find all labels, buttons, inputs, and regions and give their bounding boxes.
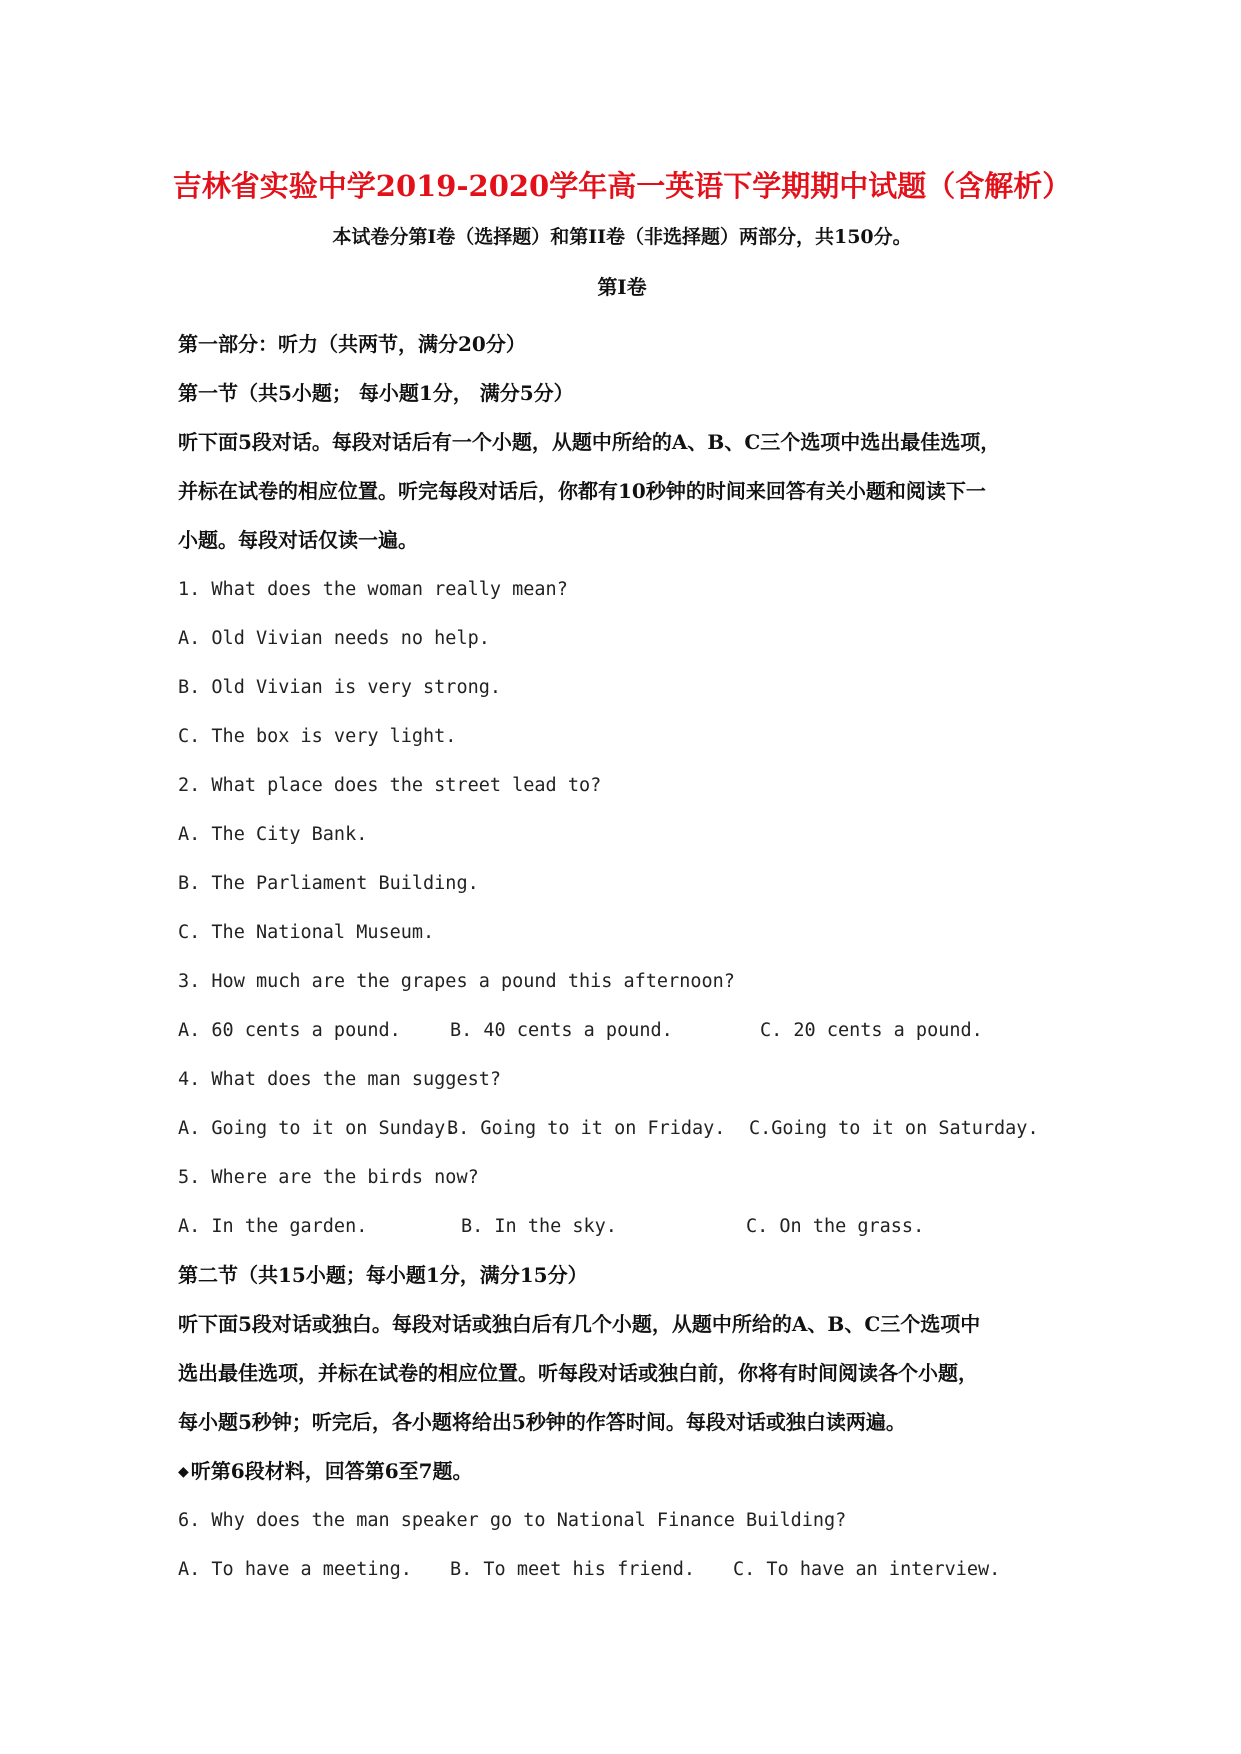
question-option: C.Going to it on Saturday. (749, 1118, 1039, 1139)
question-option: A. Old Vivian needs no help. (178, 628, 490, 649)
question-stem: 1. What does the woman really mean? (178, 579, 568, 600)
question-option: B. 40 cents a pound. (450, 1020, 673, 1041)
question-stem: 5. Where are the birds now? (178, 1167, 479, 1188)
question-stem: 3. How much are the grapes a pound this afternoon? (178, 971, 735, 992)
question-option: B. To meet his friend. (450, 1559, 696, 1580)
question-option: B. Going to it on Friday. (447, 1118, 726, 1139)
section-one-instruction: 小题。每段对话仅读一遍。 (178, 528, 418, 552)
question-option: C. To have an interview. (733, 1559, 1001, 1580)
section-two-instruction: 听下面5段对话或独白。每段对话或独白后有几个小题，从题中所给的A、B、C三个选项中 (178, 1312, 981, 1336)
section-two-instruction: 选出最佳选项，并标在试卷的相应位置。听每段对话或独白前，你将有时间阅读各个小题， (178, 1361, 978, 1385)
question-option: C. On the grass. (746, 1216, 925, 1237)
question-option: B. The Parliament Building. (178, 873, 479, 894)
question-options-row (178, 1006, 1066, 1055)
section-two-instruction: 每小题5秒钟；听完后，各小题将给出5秒钟的作答时间。每段对话或独白读两遍。 (178, 1410, 906, 1434)
question-options-row (178, 1545, 1066, 1594)
question-options-row (178, 1104, 1066, 1153)
question-option: C. The box is very light. (178, 726, 457, 747)
question-option: C. The National Museum. (178, 922, 435, 943)
question-option: A. 60 cents a pound. (178, 1020, 401, 1041)
volume-label: 第I卷 (597, 275, 647, 299)
section-two-heading: 第二节（共15小题；每小题1分，满分15分） (178, 1263, 588, 1287)
diamond-icon: ◆ (178, 1464, 189, 1480)
question-option: C. 20 cents a pound. (760, 1020, 983, 1041)
exam-body (178, 320, 1066, 1594)
question-stem: 4. What does the man suggest? (178, 1069, 502, 1090)
question-option: A. The City Bank. (178, 824, 368, 845)
section-one-heading: 第一节（共5小题； 每小题1分， 满分5分） (178, 381, 574, 405)
section-one-instruction: 听下面5段对话。每段对话后有一个小题，从题中所给的A、B、C三个选项中选出最佳选项， (178, 430, 1001, 454)
document-title: 吉林省实验中学2019-2020学年高一英语下学期期中试题（含解析） (172, 169, 1072, 203)
question-option: B. In the sky. (461, 1216, 617, 1237)
material-note-text: 听第6段材料，回答第6至7题。 (190, 1459, 473, 1483)
part-one-heading: 第一部分：听力（共两节，满分20分） (178, 332, 526, 356)
question-option: A. To have a meeting. (178, 1559, 412, 1580)
section-one-instruction: 并标在试卷的相应位置。听完每段对话后，你都有10秒钟的时间来回答有关小题和阅读下一 (178, 479, 986, 503)
material-note (178, 1447, 1066, 1496)
question-option: A. Going to it on Sunday. (178, 1118, 457, 1139)
question-option: B. Old Vivian is very strong. (178, 677, 502, 698)
question-options-row (178, 1202, 1066, 1251)
question-stem: 2. What place does the street lead to? (178, 775, 602, 796)
question-option: A. In the garden. (178, 1216, 368, 1237)
question-stem: 6. Why does the man speaker go to National Finance Building? (178, 1510, 847, 1531)
exam-subtitle: 本试卷分第I卷（选择题）和第II卷（非选择题）两部分，共150分。 (332, 226, 912, 248)
